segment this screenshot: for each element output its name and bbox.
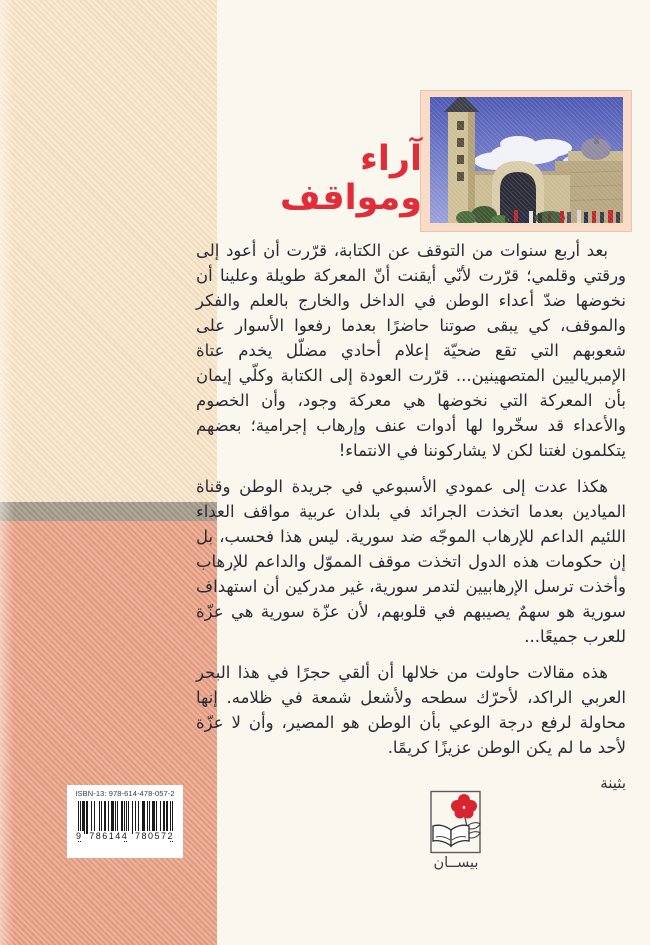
- blurb-paragraph-3: هذه مقالات حاولت من خلالها أن ألقي حجرًا في هذا البحر العربي الراكد، لأحرّك سطحه ولأشعل شمعة في ظلامه. إنها محاولة لرفع درجة الوعي بأن الوطن هو المصير، وأن لا عزّة لأحد ما لم يكن الوطن عزيزًا كريمًا.: [196, 663, 626, 757]
- book-title-line2: ومواقف: [280, 178, 422, 218]
- cover-photo-frame: [420, 90, 632, 232]
- author-signature: بثينة: [600, 774, 626, 792]
- barcode-digit-first: 9: [76, 831, 83, 841]
- isbn-label: ISBN-13: 978-614-478-057-2: [75, 789, 175, 798]
- back-cover-text: [196, 238, 626, 796]
- citadel-photo: [430, 97, 623, 223]
- blurb-paragraph-1: بعد أربع سنوات من التوقف عن الكتابة، قرّرت أن أعود إلى ورقتي وقلمي؛ قرّرت لأنّي أيقنت أنّ المعركة طويلة وعلينا أن نخوضها ضدّ أعداء الوطن في الداخل والخارج بالعلم والفكر والموقف، كي يبقى صوتنا حاضرًا بعدما رفعوا الأسوار على شعوبهم التي تقع ضحيّة إعلام أحادي مضلّل يخدم عتاة الإمبرياليين المتصهينين... قرّرت العودة إلى الكتابة وكلّي إيمان بأن المعركة التي نخوضها هي معركة وجود، وأن الخصوم والأعداء قد سخّروا لها أدوات عنف وإرهاب إجرامية؛ بعضهم يتكلمون لغتنا لكن لا يشاركوننا في الانتماء!: [196, 241, 626, 460]
- flower-icon: [451, 794, 477, 819]
- publisher-logo: [426, 790, 486, 871]
- barcode-digit-group2: 780572: [134, 831, 174, 841]
- book-title-line1: آراء: [359, 139, 422, 179]
- blurb-paragraph-2: هكذا عدت إلى عمودي الأسبوعي في جريدة الوطن وقناة الميادين بعدما اتخذت الجرائد في بلدان عربية مواقف العداء اللئيم الداعم للإرهاب الموجّه ضد سورية. ليس هذا فحسب، بل إن حكومات هذه الدول اتخذت موقف المموّل والداعم للإرهاب وأخذت ترسل الإرهابيين لتدمر سورية، غير مدركين أن استهداف سورية هو سهمٌ يصيبهم في قلوبهم، لأن عزّة سورية هي عزّة للعرب جميعًا...: [196, 477, 626, 646]
- book-title: [280, 140, 422, 218]
- barcode-digit-group1: 786144: [89, 831, 129, 841]
- spine-strip-gray-band: [0, 502, 217, 521]
- spine-strip-salmon: [0, 521, 217, 945]
- spine-strip-peach: [0, 0, 217, 502]
- publisher-name: بيســان: [433, 855, 479, 871]
- book-icon: [433, 825, 469, 846]
- publisher-logo-icon: [430, 790, 482, 854]
- isbn-barcode: [67, 785, 183, 858]
- barcode-digits: [75, 831, 175, 841]
